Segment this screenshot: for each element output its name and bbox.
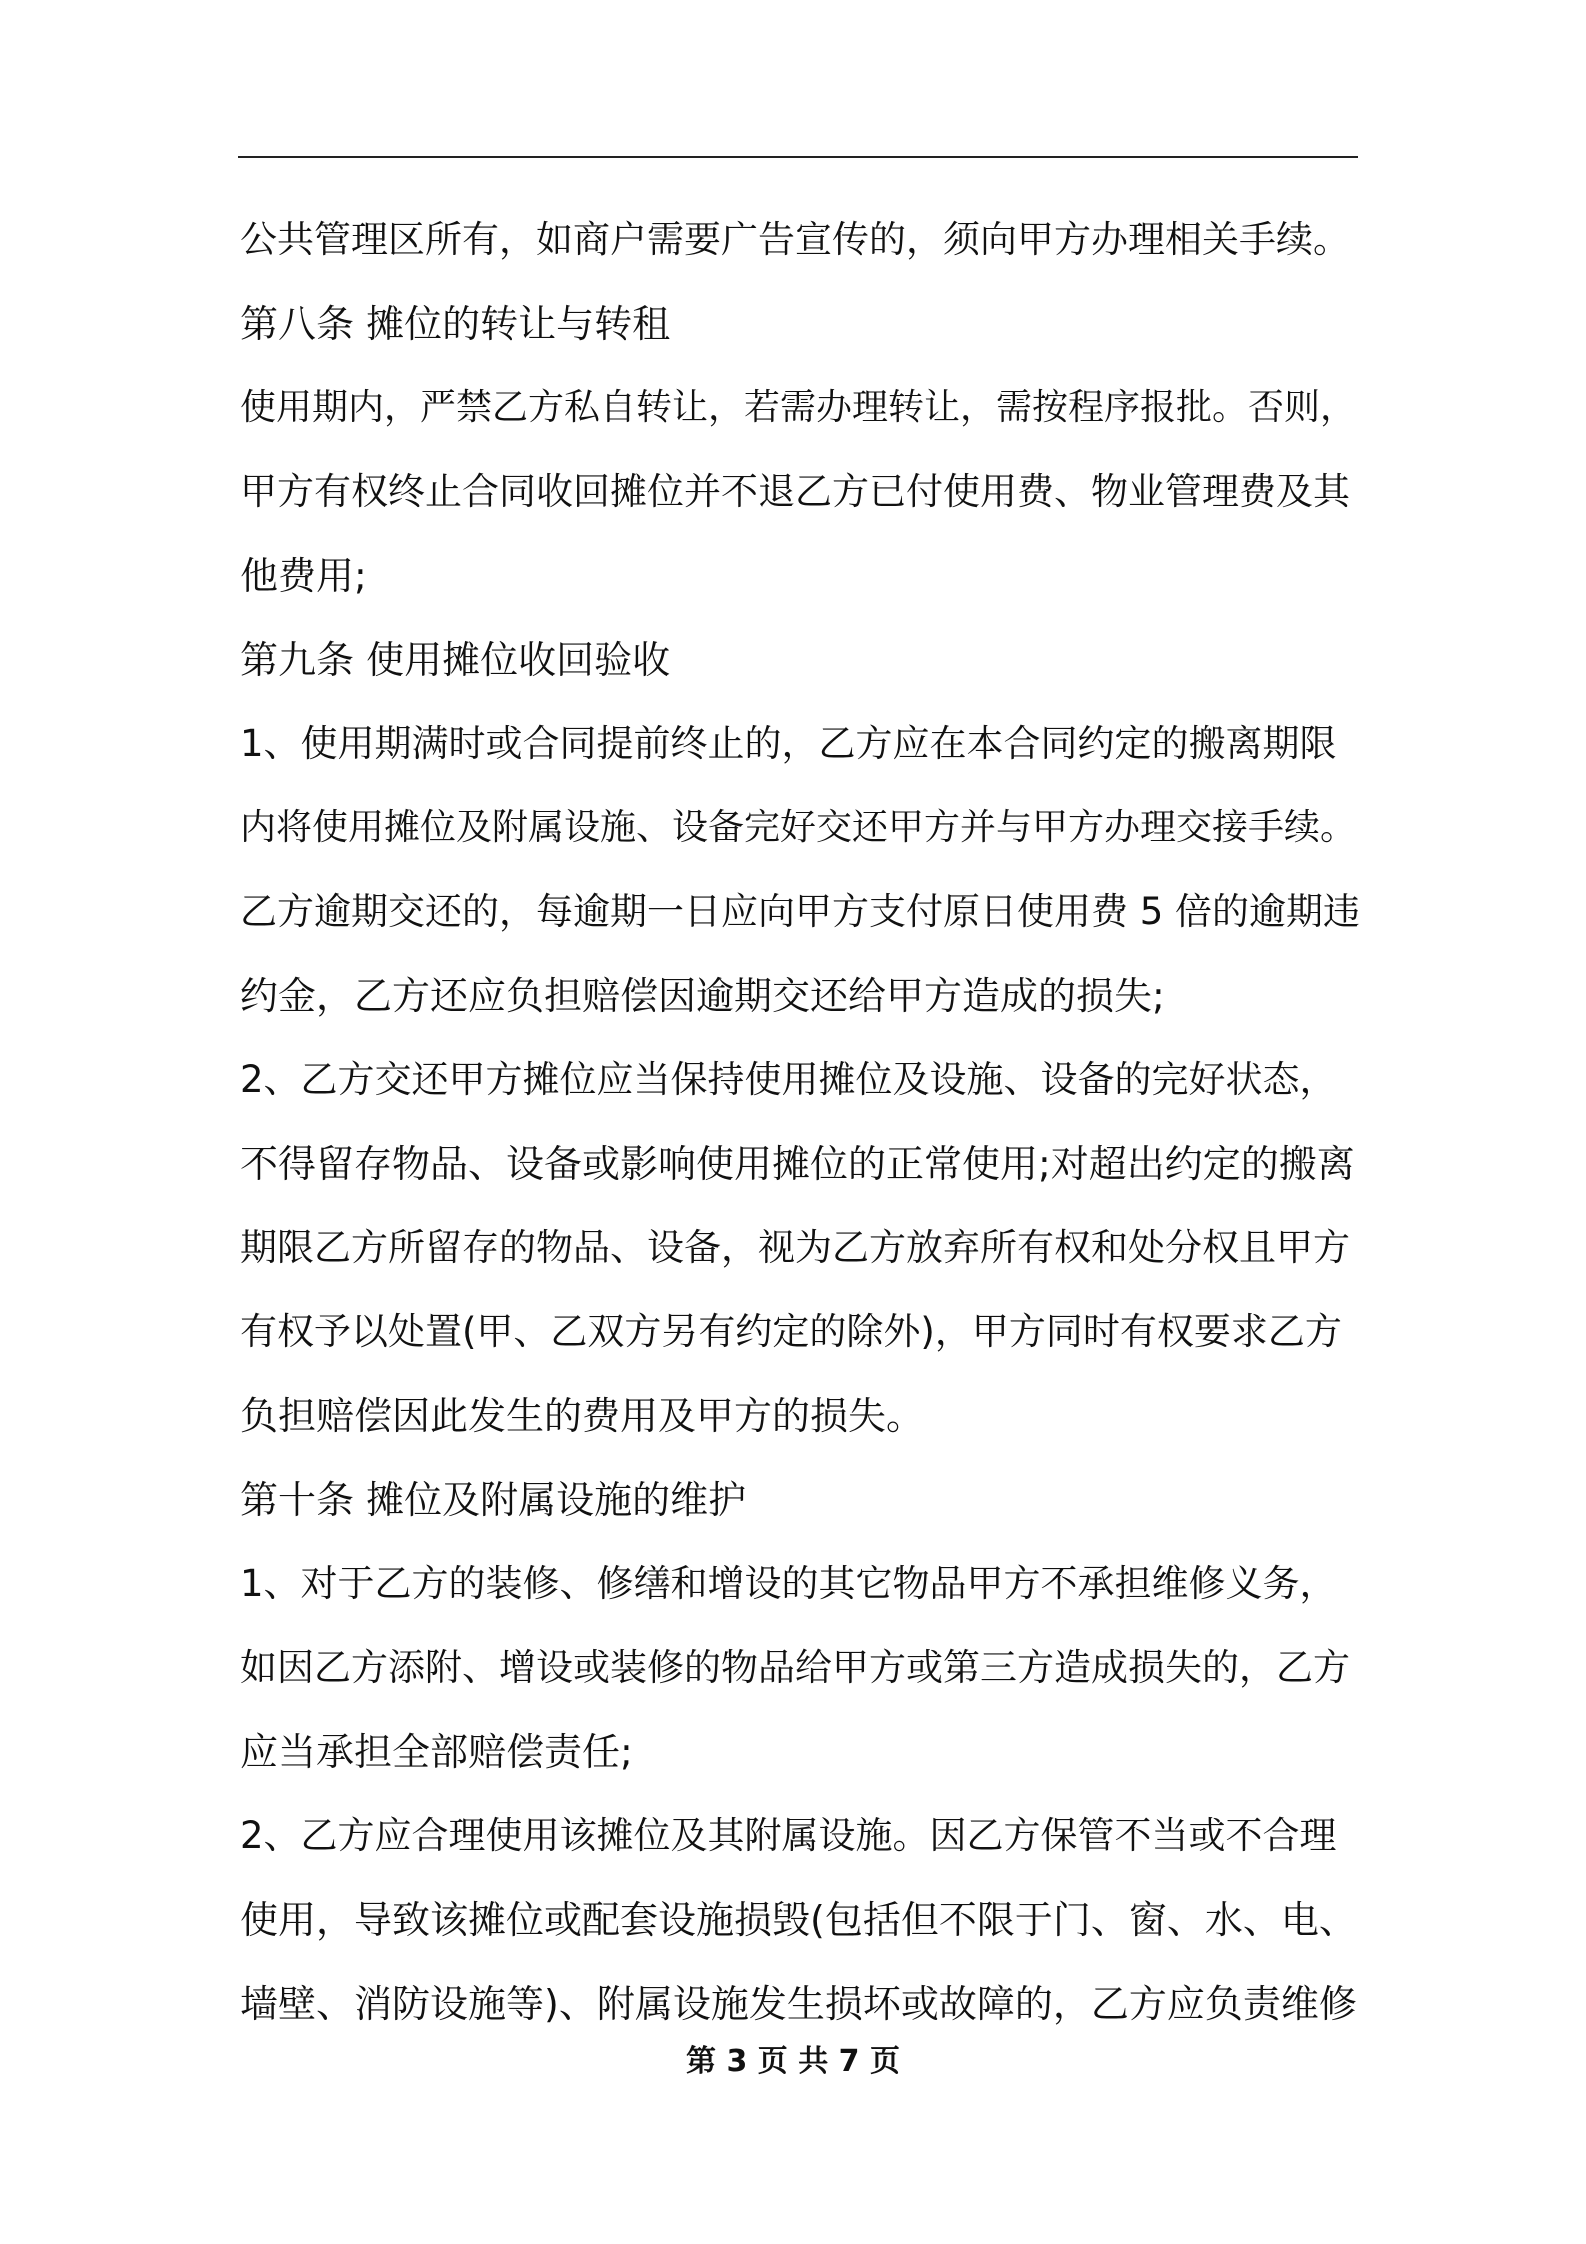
text-line: 1、对于乙方的装修、修缮和增设的其它物品甲方不承担维修义务， bbox=[240, 1562, 1337, 1605]
section-heading-article-10: 第十条 摊位及附属设施的维护 bbox=[240, 1478, 747, 1522]
text-line: 他费用; bbox=[240, 554, 367, 598]
text-line: 应当承担全部赔偿责任; bbox=[240, 1730, 633, 1774]
text-line: 2、乙方应合理使用该摊位及其附属设施。因乙方保管不当或不合理 bbox=[240, 1814, 1337, 1857]
text-line: 2、乙方交还甲方摊位应当保持使用摊位及设施、设备的完好状态， bbox=[240, 1058, 1337, 1101]
text-line: 不得留存物品、设备或影响使用摊位的正常使用;对超出约定的搬离 bbox=[240, 1142, 1355, 1186]
text-line: 如因乙方添附、增设或装修的物品给甲方或第三方造成损失的，乙方 bbox=[240, 1646, 1350, 1689]
text-line: 负担赔偿因此发生的费用及甲方的损失。 bbox=[240, 1394, 925, 1438]
text-line: 使用，导致该摊位或配套设施损毁(包括但不限于门、窗、水、电、 bbox=[240, 1898, 1357, 1942]
section-heading-article-9: 第九条 使用摊位收回验收 bbox=[240, 638, 671, 682]
text-line: 1、使用期满时或合同提前终止的，乙方应在本合同约定的搬离期限 bbox=[240, 722, 1337, 765]
text-line: 有权予以处置(甲、乙双方另有约定的除外)，甲方同时有权要求乙方 bbox=[240, 1310, 1342, 1353]
text-line: 使用期内，严禁乙方私自转让，若需办理转让，需按程序报批。否则， bbox=[240, 387, 1357, 428]
text-line: 期限乙方所留存的物品、设备，视为乙方放弃所有权和处分权且甲方 bbox=[240, 1226, 1350, 1269]
text-line: 墙壁、消防设施等)、附属设施发生损坏或故障的，乙方应负责维修 bbox=[240, 1982, 1357, 2026]
page-number: 第 3 页 共 7 页 bbox=[686, 2044, 900, 2079]
header-rule bbox=[238, 156, 1358, 158]
document-body bbox=[240, 198, 1365, 2046]
section-heading-article-8: 第八条 摊位的转让与转租 bbox=[240, 302, 671, 346]
text-line: 公共管理区所有，如商户需要广告宣传的，须向甲方办理相关手续。 bbox=[240, 218, 1350, 261]
text-line: 甲方有权终止合同收回摊位并不退乙方已付使用费、物业管理费及其 bbox=[240, 470, 1350, 513]
text-line: 内将使用摊位及附属设施、设备完好交还甲方并与甲方办理交接手续。 bbox=[240, 807, 1357, 848]
text-line: 约金，乙方还应负担赔偿因逾期交还给甲方造成的损失; bbox=[240, 974, 1165, 1018]
text-line: 乙方逾期交还的，每逾期一日应向甲方支付原日使用费 5 倍的逾期违 bbox=[240, 890, 1361, 933]
